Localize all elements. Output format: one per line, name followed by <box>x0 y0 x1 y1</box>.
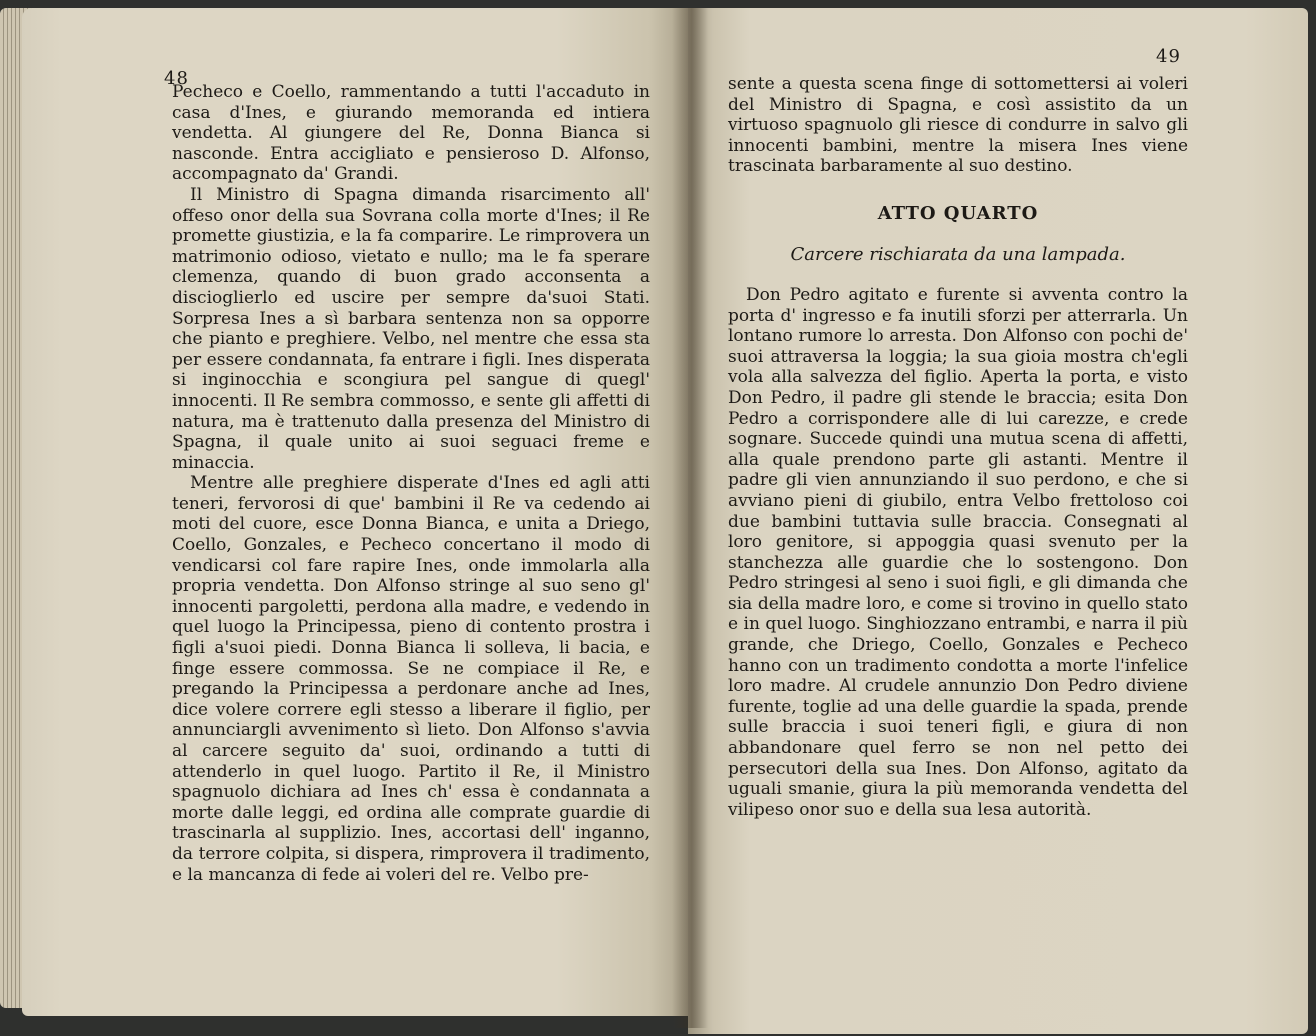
left-page-text <box>172 82 650 885</box>
page-number-right: 49 <box>1156 46 1181 67</box>
right-paragraph-act: Don Pedro agitato e furente si avventa contro la porta d' ingresso e fa inutili sforzi per atterrarla. Un lontano rumore lo arresta. Don Alfonso con pochi de' suoi attraversa la loggia; la sua gioia mostra ch'egli vola alla salvezza del figlio. Aperta la porta, e visto Don Pedro, il padre gli stende le braccia; esita Don Pedro a corrispondere alle di lui carezze, e crede sognare. Succede quindi una mutua scena di affetti, alla quale prendono parte gli astanti. Mentre il padre gli vien annunziando il suo perdono, e che si avviano pieni di giubilo, entra Velbo frettoloso coi due bambini tuttavia sulle braccia. Consegnati al loro genitore, si appoggia quasi svenuto per la stanchezza alle guardie che lo sostengono. Don Pedro stringesi al seno i suoi figli, e gli dimanda che sia della madre loro, e come si trovino in quello stato e in quel luogo. Singhiozzano entrambi, e narra il più grande, che Driego, Coello, Gonzales e Pecheco hanno con un tradimento condotta a morte l'infelice loro madre. Al crudele annunzio Don Pedro diviene furente, toglie ad una delle guardie la spada, prende sulle braccia i suoi teneri figli, e giura di non abbandonare quel ferro se non nel petto dei persecutori della sua Ines. Don Alfonso, agitato da uguali smanie, giura la più memoranda vendetta del vilipeso onor suo e della sua lesa autorità. <box>728 284 1188 820</box>
book-gutter <box>672 8 708 1028</box>
act-heading: ATTO QUARTO <box>877 202 1039 224</box>
left-paragraph-2: Il Ministro di Spagna dimanda risarcimento all' offeso onor della sua Sovrana colla morte d'Ines; il Re promette giustizia, e la fa comparire. Le rimprovera un matrimonio odioso, vietato e nullo; ma le fa sperare clemenza, quando di buon grado acconsenta a discioglierlo ed uscire per sempre da'suoi Stati. Sorpresa Ines a sì barbara sentenza non sa opporre che pianto e preghiere. Velbo, nel mentre che essa sta per essere condannata, fa entrare i figli. Ines disperata si inginocchia e scongiura pel sangue di quegl' innocenti. Il Re sembra commosso, e sente gli affetti di natura, ma è trattenuto dalla presenza del Ministro di Spagna, il quale unito ai suoi seguaci freme e minaccia. <box>172 184 650 473</box>
left-paragraph-3: Mentre alle preghiere disperate d'Ines ed agli atti teneri, fervorosi di que' bambini il Re va cedendo ai moti del cuore, esce Donna Bianca, e unita a Driego, Coello, Gonzales, e Pecheco concertano il modo di vendicarsi col fare rapire Ines, onde immolarla alla propria vendetta. Don Alfonso stringe al suo seno gl' innocenti pargoletti, perdona alla madre, e vedendo in quel luogo la Principessa, pieno di contento prostra i figli a'suoi piedi. Donna Bianca li solleva, li bacia, e finge essere commossa. Se ne compiace il Re, e pregando la Principessa a perdonare anche ad Ines, dice volere correre egli stesso a liberare il figlio, per annunciargli avvenimento sì lieto. Don Alfonso s'avvia al carcere seguito da' suoi, ordinando a tutti di attenderlo in quel luogo. Partito il Re, il Ministro spagnuolo dichiara ad Ines ch' essa è condannata a morte dalle leggi, ed ordina alle comprate guardie di trascinarla al supplizio. Ines, accortasi dell' inganno, da terrore colpita, si dispera, rimprovera il tradimento, e la mancanza di fede ai voleri del re. Velbo pre- <box>172 473 650 885</box>
right-opening-text <box>728 74 1188 177</box>
scene-heading: Carcere rischiarata da una lampada. <box>790 243 1126 265</box>
right-page <box>688 8 1308 1034</box>
page-number-left: 48 <box>164 68 189 89</box>
left-paragraph-1: Pecheco e Coello, rammentando a tutti l'accaduto in casa d'Ines, e giurando memoranda ed intiera vendetta. Al giungere del Re, Donna Bianca si nasconde. Entra accigliato e pensieroso D. Alfonso, accompagnato da' Grandi. <box>172 82 650 185</box>
right-paragraph-opening: sente a questa scena finge di sottomettersi ai voleri del Ministro di Spagna, e così assistito da un virtuoso spagnuolo gli riesce di condurre in salvo gli innocenti bambini, mentre la misera Ines viene trascinata barbaramente al suo destino. <box>728 74 1188 177</box>
left-page <box>22 8 690 1016</box>
right-act-text <box>728 285 1188 820</box>
